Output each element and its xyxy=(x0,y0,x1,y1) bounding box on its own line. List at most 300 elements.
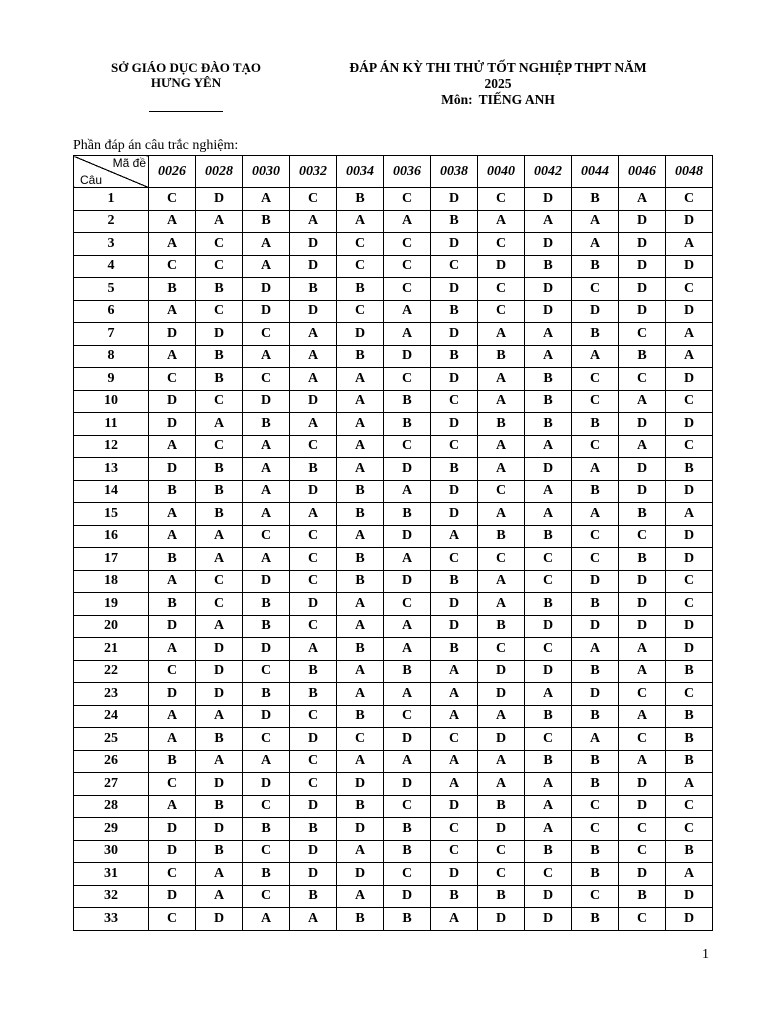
answer-cell: A xyxy=(666,863,713,886)
answer-cell: D xyxy=(384,345,431,368)
answer-cell: A xyxy=(196,548,243,571)
answer-cell: B xyxy=(290,278,337,301)
question-number-cell: 32 xyxy=(74,885,149,908)
answer-cell: A xyxy=(619,750,666,773)
table-row xyxy=(74,368,713,391)
answer-cell: A xyxy=(666,323,713,346)
document-title-line1: ĐÁP ÁN KỲ THI THỬ TỐT NGHIỆP THPT NĂM xyxy=(349,60,647,75)
table-row xyxy=(74,435,713,458)
answer-cell: D xyxy=(619,593,666,616)
answer-cell: C xyxy=(243,525,290,548)
answer-cell: D xyxy=(243,773,290,796)
answer-cell: B xyxy=(619,503,666,526)
answer-cell: B xyxy=(337,795,384,818)
question-number-cell: 10 xyxy=(74,390,149,413)
answer-cell: A xyxy=(525,773,572,796)
answer-cell: B xyxy=(431,570,478,593)
answer-cell: B xyxy=(666,728,713,751)
organization-header xyxy=(100,60,272,112)
answer-cell: C xyxy=(666,435,713,458)
answer-cell: C xyxy=(290,570,337,593)
table-row xyxy=(74,458,713,481)
answer-cell: A xyxy=(149,795,196,818)
table-row xyxy=(74,233,713,256)
question-number-cell: 5 xyxy=(74,278,149,301)
answer-cell: B xyxy=(572,773,619,796)
answer-cell: A xyxy=(619,390,666,413)
answer-cell: D xyxy=(243,705,290,728)
answer-cell: C xyxy=(525,570,572,593)
answer-cell: B xyxy=(572,188,619,211)
answer-cell: C xyxy=(478,278,525,301)
answer-cell: D xyxy=(290,480,337,503)
answer-cell: D xyxy=(666,413,713,436)
answer-cell: A xyxy=(525,323,572,346)
answer-cell: A xyxy=(478,750,525,773)
answer-cell: B xyxy=(337,503,384,526)
answer-cell: C xyxy=(431,390,478,413)
answer-cell: D xyxy=(666,300,713,323)
answer-cell: D xyxy=(619,570,666,593)
answer-cell: C xyxy=(666,593,713,616)
answer-cell: B xyxy=(290,458,337,481)
answer-cell: A xyxy=(384,683,431,706)
answer-cell: B xyxy=(478,885,525,908)
answer-cell: A xyxy=(384,750,431,773)
answer-cell: A xyxy=(478,368,525,391)
question-number-cell: 24 xyxy=(74,705,149,728)
subject-value: TIẾNG ANH xyxy=(478,92,555,107)
answer-cell: D xyxy=(290,728,337,751)
answer-cell: C xyxy=(478,233,525,256)
answer-cell: C xyxy=(243,368,290,391)
answer-cell: D xyxy=(431,233,478,256)
answer-cell: C xyxy=(384,188,431,211)
answer-cell: C xyxy=(384,795,431,818)
answer-cell: C xyxy=(290,435,337,458)
answer-cell: B xyxy=(525,593,572,616)
answer-cell: C xyxy=(243,660,290,683)
answer-cell: C xyxy=(478,863,525,886)
answer-cell: A xyxy=(149,503,196,526)
answer-cell: A xyxy=(149,300,196,323)
answer-cell: A xyxy=(525,818,572,841)
table-row xyxy=(74,255,713,278)
answer-cell: B xyxy=(572,863,619,886)
answer-cell: B xyxy=(384,908,431,931)
question-number-cell: 6 xyxy=(74,300,149,323)
answer-cell: D xyxy=(149,458,196,481)
answer-cell: D xyxy=(431,188,478,211)
answer-cell: B xyxy=(290,660,337,683)
answer-cell: B xyxy=(243,593,290,616)
exam-code-header: 0034 xyxy=(337,156,384,188)
answer-cell: C xyxy=(478,638,525,661)
answer-cell: D xyxy=(619,615,666,638)
answer-cell: C xyxy=(619,908,666,931)
answer-cell: B xyxy=(431,458,478,481)
table-row xyxy=(74,705,713,728)
answer-cell: C xyxy=(572,390,619,413)
organization-name-line1: SỞ GIÁO DỤC ĐÀO TẠO xyxy=(110,60,261,75)
answer-cell: B xyxy=(666,705,713,728)
answer-cell: A xyxy=(478,773,525,796)
subject-label: Môn: xyxy=(441,92,473,107)
answer-cell: A xyxy=(478,593,525,616)
answer-cell: C xyxy=(384,705,431,728)
answer-cell: B xyxy=(290,885,337,908)
answer-cell: A xyxy=(290,345,337,368)
table-header-row xyxy=(74,156,713,188)
question-number-cell: 19 xyxy=(74,593,149,616)
exam-code-header: 0038 xyxy=(431,156,478,188)
answer-cell: D xyxy=(525,278,572,301)
answer-cell: A xyxy=(384,323,431,346)
answer-cell: B xyxy=(243,818,290,841)
answer-cell: B xyxy=(525,750,572,773)
answer-cell: A xyxy=(196,525,243,548)
answer-cell: A xyxy=(290,368,337,391)
table-row xyxy=(74,593,713,616)
answer-cell: D xyxy=(666,525,713,548)
answer-cell: B xyxy=(478,525,525,548)
answer-cell: C xyxy=(196,300,243,323)
answer-cell: B xyxy=(384,413,431,436)
answer-cell: B xyxy=(243,615,290,638)
answer-cell: D xyxy=(431,368,478,391)
answer-cell: A xyxy=(525,683,572,706)
answer-cell: D xyxy=(196,188,243,211)
answer-cell: C xyxy=(384,368,431,391)
answer-cell: D xyxy=(290,255,337,278)
exam-code-header: 0048 xyxy=(666,156,713,188)
answer-cell: B xyxy=(572,413,619,436)
answer-cell: B xyxy=(196,503,243,526)
answer-cell: A xyxy=(196,705,243,728)
question-number-cell: 33 xyxy=(74,908,149,931)
answer-cell: D xyxy=(290,390,337,413)
answer-cell: A xyxy=(478,503,525,526)
answer-cell: D xyxy=(290,593,337,616)
exam-code-header: 0042 xyxy=(525,156,572,188)
answer-cell: A xyxy=(431,660,478,683)
answer-cell: D xyxy=(243,570,290,593)
answer-cell: D xyxy=(290,795,337,818)
answer-cell: A xyxy=(337,390,384,413)
organization-name-line2: HƯNG YÊN xyxy=(150,75,222,90)
answer-cell: D xyxy=(619,278,666,301)
answer-cell: B xyxy=(525,705,572,728)
answer-cell: C xyxy=(290,773,337,796)
answer-cell: A xyxy=(619,705,666,728)
answer-cell: D xyxy=(149,413,196,436)
answer-cell: B xyxy=(384,503,431,526)
answer-cell: A xyxy=(243,503,290,526)
answer-cell: D xyxy=(149,885,196,908)
answer-cell: B xyxy=(431,300,478,323)
answer-cell: A xyxy=(149,638,196,661)
table-row xyxy=(74,503,713,526)
table-row xyxy=(74,188,713,211)
answer-cell: A xyxy=(196,615,243,638)
answer-cell: D xyxy=(619,458,666,481)
answer-cell: D xyxy=(290,863,337,886)
answer-cell: C xyxy=(478,480,525,503)
answer-cell: B xyxy=(243,210,290,233)
answer-cell: D xyxy=(149,615,196,638)
answer-cell: B xyxy=(572,480,619,503)
table-row xyxy=(74,750,713,773)
answer-cell: D xyxy=(431,323,478,346)
answer-cell: C xyxy=(337,255,384,278)
answer-cell: C xyxy=(149,773,196,796)
answer-cell: B xyxy=(196,728,243,751)
answer-cell: D xyxy=(525,660,572,683)
answer-cell: A xyxy=(149,210,196,233)
answer-cell: B xyxy=(525,525,572,548)
answer-cell: B xyxy=(290,818,337,841)
answer-cell: C xyxy=(619,323,666,346)
header-divider xyxy=(149,111,223,112)
answer-cell: C xyxy=(290,548,337,571)
table-row xyxy=(74,660,713,683)
answer-cell: C xyxy=(243,840,290,863)
answer-cell: B xyxy=(619,885,666,908)
answer-cell: B xyxy=(572,908,619,931)
answer-cell: D xyxy=(525,885,572,908)
answer-cell: A xyxy=(478,570,525,593)
exam-code-header: 0044 xyxy=(572,156,619,188)
answer-cell: C xyxy=(196,593,243,616)
answer-cell: C xyxy=(431,255,478,278)
answer-cell: A xyxy=(478,390,525,413)
answer-cell: D xyxy=(666,480,713,503)
answer-cell: C xyxy=(196,570,243,593)
answer-cell: C xyxy=(384,863,431,886)
answer-cell: C xyxy=(619,818,666,841)
answer-cell: C xyxy=(384,278,431,301)
answer-cell: D xyxy=(478,255,525,278)
answer-cell: A xyxy=(619,188,666,211)
answer-cell: A xyxy=(478,458,525,481)
question-header-label: Câu xyxy=(80,173,103,187)
answer-cell: D xyxy=(149,818,196,841)
answer-cell: B xyxy=(384,660,431,683)
answer-cell: B xyxy=(290,683,337,706)
answer-cell: A xyxy=(384,548,431,571)
question-number-cell: 14 xyxy=(74,480,149,503)
answer-cell: D xyxy=(431,480,478,503)
answer-cell: B xyxy=(149,278,196,301)
answer-cell: D xyxy=(666,908,713,931)
answer-cell: C xyxy=(384,255,431,278)
answer-cell: C xyxy=(243,795,290,818)
answer-cell: A xyxy=(196,413,243,436)
answer-cell: B xyxy=(149,480,196,503)
answer-cell: A xyxy=(478,435,525,458)
answer-cell: B xyxy=(196,278,243,301)
answer-cell: B xyxy=(431,210,478,233)
answer-cell: B xyxy=(666,458,713,481)
answer-cell: A xyxy=(290,413,337,436)
exam-code-header: 0036 xyxy=(384,156,431,188)
answer-cell: A xyxy=(337,593,384,616)
answer-cell: B xyxy=(337,548,384,571)
table-row xyxy=(74,683,713,706)
answer-cell: B xyxy=(196,345,243,368)
answer-cell: A xyxy=(243,345,290,368)
answer-cell: A xyxy=(572,345,619,368)
answer-cell: B xyxy=(196,795,243,818)
question-number-cell: 27 xyxy=(74,773,149,796)
answer-cell: D xyxy=(619,233,666,256)
answer-cell: B xyxy=(572,323,619,346)
answer-cell: A xyxy=(431,908,478,931)
answer-cell: A xyxy=(149,233,196,256)
answer-cell: A xyxy=(525,795,572,818)
answer-cell: A xyxy=(149,345,196,368)
answer-cell: C xyxy=(666,795,713,818)
answer-cell: C xyxy=(478,300,525,323)
answer-cell: A xyxy=(243,255,290,278)
answer-cell: C xyxy=(431,435,478,458)
answer-cell: C xyxy=(149,908,196,931)
answer-cell: B xyxy=(619,548,666,571)
answer-cell: C xyxy=(619,525,666,548)
answer-cell: B xyxy=(478,795,525,818)
table-row xyxy=(74,728,713,751)
answer-cell: C xyxy=(431,548,478,571)
question-number-cell: 16 xyxy=(74,525,149,548)
answer-cell: A xyxy=(572,233,619,256)
answer-cell: B xyxy=(149,548,196,571)
answer-cell: B xyxy=(337,345,384,368)
answer-cell: B xyxy=(478,413,525,436)
answer-cell: B xyxy=(572,705,619,728)
question-number-cell: 8 xyxy=(74,345,149,368)
answer-cell: B xyxy=(525,390,572,413)
answer-cell: D xyxy=(619,300,666,323)
answer-cell: D xyxy=(525,458,572,481)
answer-cell: A xyxy=(149,705,196,728)
answer-cell: B xyxy=(337,638,384,661)
answer-cell: D xyxy=(384,885,431,908)
answer-cell: A xyxy=(337,525,384,548)
question-number-cell: 21 xyxy=(74,638,149,661)
question-number-cell: 13 xyxy=(74,458,149,481)
answer-cell: A xyxy=(525,503,572,526)
answer-cell: D xyxy=(243,278,290,301)
answer-cell: D xyxy=(196,818,243,841)
answer-cell: C xyxy=(666,570,713,593)
answer-cell: D xyxy=(619,413,666,436)
answer-cell: A xyxy=(196,885,243,908)
question-number-cell: 12 xyxy=(74,435,149,458)
answer-cell: D xyxy=(572,683,619,706)
answer-cell: A xyxy=(149,435,196,458)
question-number-cell: 17 xyxy=(74,548,149,571)
answer-cell: A xyxy=(666,773,713,796)
question-number-cell: 3 xyxy=(74,233,149,256)
answer-cell: B xyxy=(572,750,619,773)
answer-cell: A xyxy=(243,908,290,931)
answer-cell: C xyxy=(525,548,572,571)
answer-cell: D xyxy=(431,413,478,436)
answer-cell: B xyxy=(666,840,713,863)
answer-cell: A xyxy=(243,233,290,256)
table-row xyxy=(74,638,713,661)
exam-code-header: 0028 xyxy=(196,156,243,188)
table-row xyxy=(74,210,713,233)
table-row xyxy=(74,390,713,413)
answer-cell: D xyxy=(619,773,666,796)
table-row xyxy=(74,323,713,346)
answer-cell: B xyxy=(337,570,384,593)
answer-cell: A xyxy=(666,233,713,256)
document-title-block xyxy=(300,60,696,108)
answer-cell: D xyxy=(384,458,431,481)
answer-cell: A xyxy=(337,458,384,481)
answer-cell: D xyxy=(337,863,384,886)
answer-cell: B xyxy=(196,368,243,391)
answer-cell: D xyxy=(431,615,478,638)
answer-cell: A xyxy=(619,638,666,661)
answer-cell: D xyxy=(196,908,243,931)
answer-cell: D xyxy=(243,390,290,413)
answer-cell: A xyxy=(337,615,384,638)
answer-cell: A xyxy=(337,750,384,773)
answer-key-body xyxy=(74,188,713,931)
answer-cell: B xyxy=(196,840,243,863)
answer-cell: B xyxy=(525,255,572,278)
answer-cell: A xyxy=(337,210,384,233)
answer-cell: D xyxy=(290,300,337,323)
answer-cell: B xyxy=(149,750,196,773)
table-row xyxy=(74,278,713,301)
answer-cell: A xyxy=(619,660,666,683)
answer-cell: A xyxy=(572,210,619,233)
exam-code-header: 0030 xyxy=(243,156,290,188)
question-number-cell: 7 xyxy=(74,323,149,346)
answer-cell: A xyxy=(666,503,713,526)
answer-cell: C xyxy=(525,728,572,751)
answer-cell: B xyxy=(666,660,713,683)
answer-cell: D xyxy=(149,840,196,863)
table-row xyxy=(74,570,713,593)
answer-cell: B xyxy=(243,863,290,886)
answer-cell: D xyxy=(431,503,478,526)
answer-cell: B xyxy=(478,615,525,638)
answer-cell: B xyxy=(337,278,384,301)
answer-cell: B xyxy=(337,908,384,931)
answer-cell: C xyxy=(243,885,290,908)
answer-cell: D xyxy=(478,683,525,706)
answer-cell: D xyxy=(478,660,525,683)
answer-cell: A xyxy=(337,413,384,436)
answer-cell: A xyxy=(478,210,525,233)
answer-cell: C xyxy=(478,840,525,863)
answer-cell: B xyxy=(384,818,431,841)
answer-cell: D xyxy=(666,255,713,278)
answer-cell: A xyxy=(525,345,572,368)
answer-cell: A xyxy=(384,300,431,323)
answer-cell: A xyxy=(290,323,337,346)
answer-cell: C xyxy=(619,840,666,863)
answer-cell: C xyxy=(572,548,619,571)
question-number-cell: 22 xyxy=(74,660,149,683)
answer-cell: D xyxy=(149,390,196,413)
answer-cell: D xyxy=(572,300,619,323)
